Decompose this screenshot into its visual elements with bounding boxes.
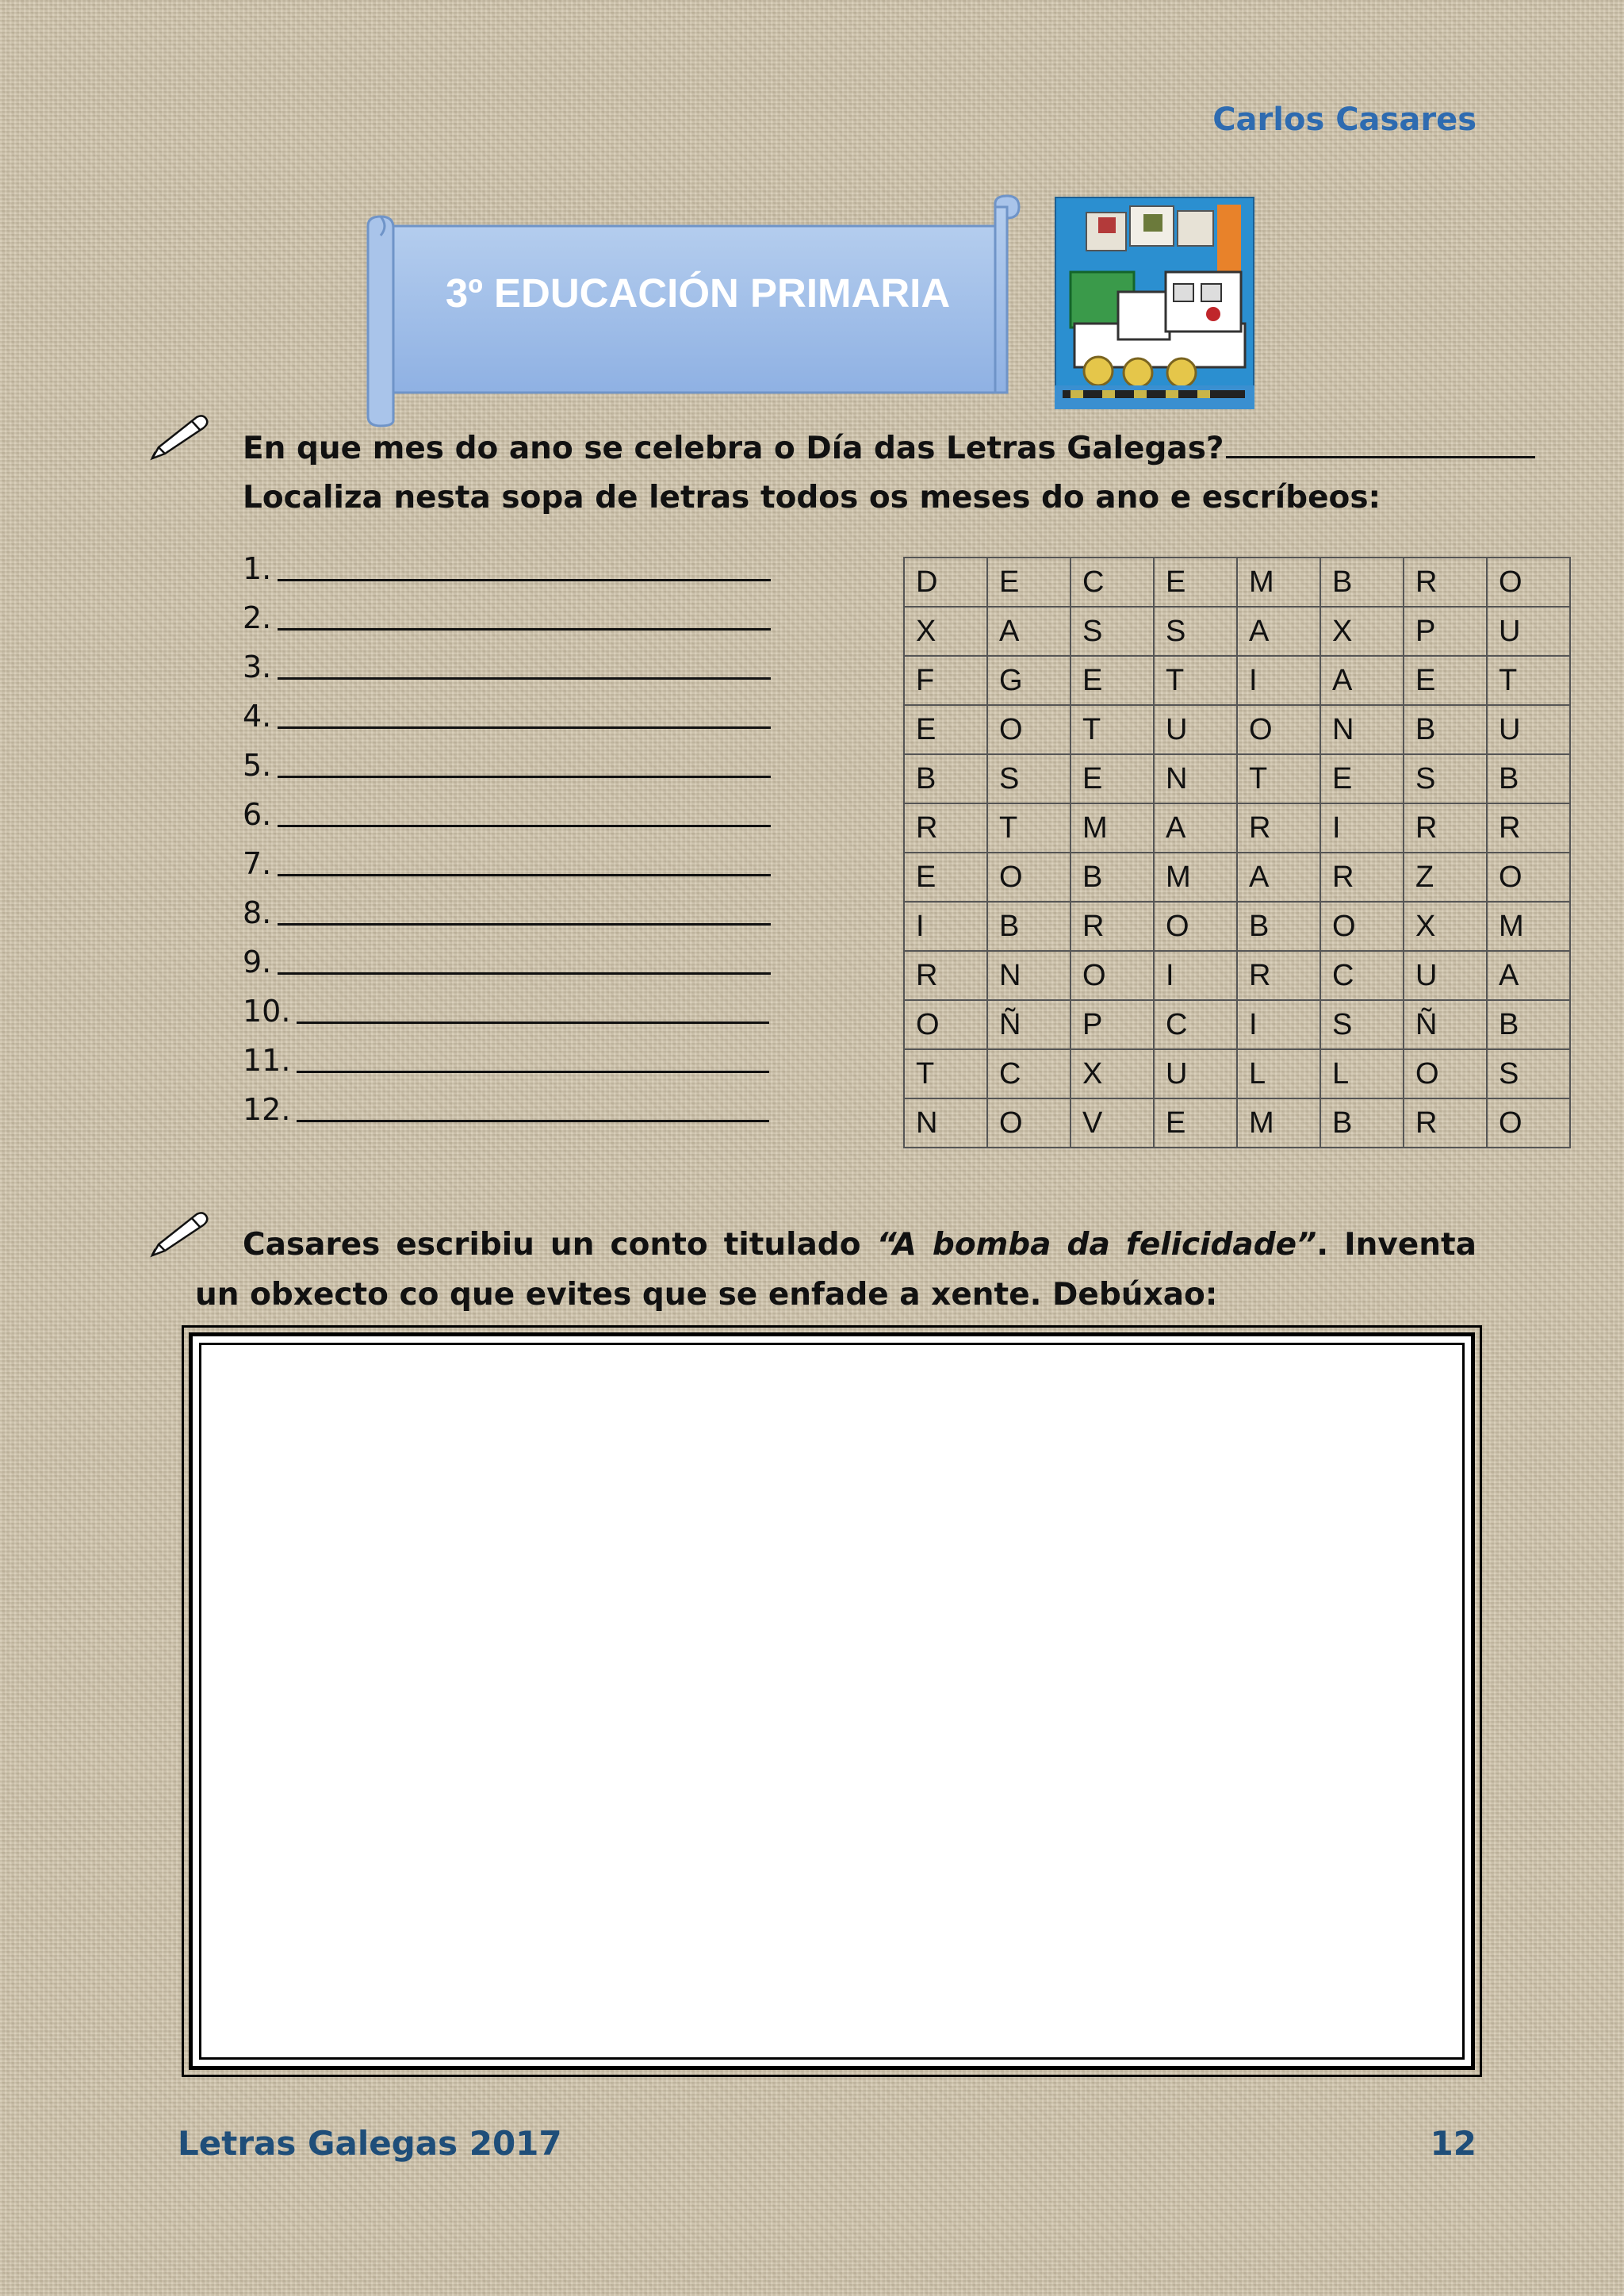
grid-cell[interactable]: B: [1237, 902, 1320, 951]
list-item: [243, 544, 771, 593]
grid-cell[interactable]: M: [1154, 853, 1237, 902]
grid-cell[interactable]: M: [1487, 902, 1570, 951]
grid-cell[interactable]: X: [1404, 902, 1487, 951]
grid-cell[interactable]: L: [1320, 1049, 1404, 1098]
grid-cell[interactable]: M: [1071, 803, 1154, 853]
grid-cell[interactable]: T: [1487, 656, 1570, 705]
grid-cell[interactable]: O: [1071, 951, 1154, 1000]
grid-cell[interactable]: S: [1154, 607, 1237, 656]
list-item: [243, 741, 771, 790]
grid-cell[interactable]: R: [1071, 902, 1154, 951]
list-number: 8.: [243, 895, 272, 930]
grid-cell[interactable]: X: [904, 607, 987, 656]
grid-row: [904, 656, 1570, 705]
list-number: 11.: [243, 1043, 291, 1078]
grid-cell[interactable]: E: [1320, 754, 1404, 803]
list-number: 12.: [243, 1092, 291, 1127]
grid-cell[interactable]: U: [1154, 1049, 1237, 1098]
grid-row: [904, 1000, 1570, 1049]
grid-cell[interactable]: P: [1404, 607, 1487, 656]
grid-cell[interactable]: D: [904, 558, 987, 607]
drawing-area[interactable]: [189, 1332, 1475, 2070]
task-text-part1: Casares escribiu un conto titulado: [243, 1227, 877, 1263]
grid-cell[interactable]: A: [987, 607, 1071, 656]
grid-row: [904, 951, 1570, 1000]
grid-cell[interactable]: P: [1071, 1000, 1154, 1049]
question-1: [243, 424, 1535, 473]
grid-cell[interactable]: T: [904, 1049, 987, 1098]
drawing-area-inner-border: [199, 1343, 1465, 2060]
grid-cell[interactable]: S: [1487, 1049, 1570, 1098]
list-number: 6.: [243, 797, 272, 832]
grid-cell[interactable]: C: [1154, 1000, 1237, 1049]
grid-cell[interactable]: N: [987, 951, 1071, 1000]
grid-cell[interactable]: A: [1320, 656, 1404, 705]
grid-cell[interactable]: G: [987, 656, 1071, 705]
grid-cell[interactable]: N: [904, 1098, 987, 1148]
grid-cell[interactable]: A: [1237, 853, 1320, 902]
list-number: 2.: [243, 600, 272, 635]
grid-cell[interactable]: C: [987, 1049, 1071, 1098]
train-collage: [1055, 197, 1254, 409]
grid-cell[interactable]: S: [1071, 607, 1154, 656]
grid-cell[interactable]: I: [1154, 951, 1237, 1000]
list-number: 4.: [243, 699, 272, 734]
answer-line[interactable]: [278, 544, 771, 581]
grid-cell[interactable]: B: [904, 754, 987, 803]
grid-cell[interactable]: I: [1320, 803, 1404, 853]
grid-cell[interactable]: M: [1237, 1098, 1320, 1148]
grid-cell[interactable]: E: [904, 853, 987, 902]
grid-cell[interactable]: A: [1237, 607, 1320, 656]
grid-cell[interactable]: X: [1320, 607, 1404, 656]
grid-cell[interactable]: O: [1154, 902, 1237, 951]
grid-cell[interactable]: O: [987, 705, 1071, 754]
story-title: “A bomba da felicidade”: [876, 1227, 1317, 1263]
answer-list: [243, 544, 771, 1134]
answer-line[interactable]: [278, 839, 771, 876]
grid-cell[interactable]: Z: [1404, 853, 1487, 902]
grid-cell[interactable]: R: [1404, 1098, 1487, 1148]
answer-line[interactable]: [297, 987, 769, 1024]
grid-cell[interactable]: T: [1071, 705, 1154, 754]
drawing-task-instructions: [195, 1220, 1477, 1320]
list-item: [243, 692, 771, 741]
grid-cell[interactable]: R: [904, 951, 987, 1000]
grid-cell[interactable]: F: [904, 656, 987, 705]
grid-cell[interactable]: R: [904, 803, 987, 853]
grid-cell[interactable]: O: [1487, 853, 1570, 902]
grid-cell[interactable]: E: [1071, 656, 1154, 705]
grid-row: [904, 1049, 1570, 1098]
grid-cell[interactable]: C: [1071, 558, 1154, 607]
grid-cell[interactable]: R: [1404, 803, 1487, 853]
grid-cell[interactable]: B: [1320, 558, 1404, 607]
footer-title: Letras Galegas 2017: [178, 2124, 562, 2163]
grid-cell[interactable]: E: [1404, 656, 1487, 705]
grid-cell[interactable]: O: [1404, 1049, 1487, 1098]
grid-cell[interactable]: C: [1320, 951, 1404, 1000]
grid-cell[interactable]: I: [1237, 656, 1320, 705]
list-item: [243, 839, 771, 888]
grid-cell[interactable]: O: [1487, 1098, 1570, 1148]
question-2-text: Localiza nesta sopa de letras todos os meses do ano e escríbeos:: [243, 480, 1381, 516]
grid-cell[interactable]: I: [1237, 1000, 1320, 1049]
answer-line[interactable]: [278, 692, 771, 729]
grid-cell[interactable]: N: [1320, 705, 1404, 754]
grid-cell[interactable]: U: [1487, 607, 1570, 656]
list-item: [243, 937, 771, 987]
grid-cell[interactable]: U: [1154, 705, 1237, 754]
answer-line[interactable]: [278, 741, 771, 778]
answer-line[interactable]: [278, 593, 771, 631]
grid-cell[interactable]: R: [1237, 803, 1320, 853]
grid-cell[interactable]: A: [1487, 951, 1570, 1000]
list-number: 7.: [243, 846, 272, 881]
grid-cell[interactable]: R: [1237, 951, 1320, 1000]
question-1-text: En que mes do ano se celebra o Día das Letras Galegas?: [243, 431, 1224, 466]
grid-cell[interactable]: Ñ: [987, 1000, 1071, 1049]
answer-line[interactable]: [278, 642, 771, 680]
list-item: [243, 1036, 771, 1085]
grid-cell[interactable]: O: [1487, 558, 1570, 607]
list-item: [243, 1085, 771, 1134]
grid-row: [904, 558, 1570, 607]
list-item: [243, 790, 771, 839]
list-number: 5.: [243, 748, 272, 783]
grid-cell[interactable]: T: [1237, 754, 1320, 803]
grid-cell[interactable]: E: [1071, 754, 1154, 803]
grid-cell[interactable]: R: [1404, 558, 1487, 607]
grid-cell[interactable]: S: [1320, 1000, 1404, 1049]
grid-row: [904, 607, 1570, 656]
grid-cell[interactable]: O: [1237, 705, 1320, 754]
grid-row: [904, 754, 1570, 803]
grid-row: [904, 853, 1570, 902]
header-author: Carlos Casares: [1212, 102, 1477, 138]
grid-cell[interactable]: E: [1154, 1098, 1237, 1148]
pencil-icon: [147, 412, 211, 463]
question-1-answer-line[interactable]: [1226, 424, 1535, 458]
grid-cell[interactable]: U: [1487, 705, 1570, 754]
grid-cell[interactable]: R: [1320, 853, 1404, 902]
page-number: 12: [1430, 2124, 1477, 2163]
answer-line[interactable]: [297, 1085, 769, 1122]
grid-cell[interactable]: U: [1404, 951, 1487, 1000]
grid-cell[interactable]: N: [1154, 754, 1237, 803]
list-number: 9.: [243, 945, 272, 979]
grid-cell[interactable]: O: [1320, 902, 1404, 951]
grid-cell[interactable]: Ñ: [1404, 1000, 1487, 1049]
grid-cell[interactable]: V: [1071, 1098, 1154, 1148]
grid-cell[interactable]: O: [987, 1098, 1071, 1148]
grid-row: [904, 705, 1570, 754]
grid-cell[interactable]: L: [1237, 1049, 1320, 1098]
banner-title: 3º EDUCACIÓN PRIMARIA: [445, 270, 951, 316]
grid-cell[interactable]: I: [904, 902, 987, 951]
list-item: [243, 593, 771, 642]
grid-row: [904, 803, 1570, 853]
grid-cell[interactable]: B: [1487, 754, 1570, 803]
grid-cell[interactable]: E: [904, 705, 987, 754]
grid-cell[interactable]: E: [987, 558, 1071, 607]
answer-line[interactable]: [278, 937, 771, 975]
grid-cell[interactable]: O: [987, 853, 1071, 902]
grid-cell[interactable]: S: [987, 754, 1071, 803]
answer-line[interactable]: [278, 888, 771, 926]
list-item: [243, 642, 771, 692]
grid-row: [904, 1098, 1570, 1148]
grid-cell[interactable]: B: [1404, 705, 1487, 754]
task-text-part2: . Inventa un obxecto co que evites que se enfade a xente. Debúxao:: [195, 1227, 1477, 1313]
grid-cell[interactable]: B: [1071, 853, 1154, 902]
grid-row: [904, 902, 1570, 951]
grid-cell[interactable]: R: [1487, 803, 1570, 853]
grid-cell[interactable]: X: [1071, 1049, 1154, 1098]
grid-cell[interactable]: T: [1154, 656, 1237, 705]
grid-cell[interactable]: B: [1320, 1098, 1404, 1148]
grid-cell[interactable]: E: [1154, 558, 1237, 607]
grid-cell[interactable]: T: [987, 803, 1071, 853]
list-number: 3.: [243, 650, 272, 684]
grid-cell[interactable]: A: [1154, 803, 1237, 853]
grid-cell[interactable]: S: [1404, 754, 1487, 803]
word-search-grid: [903, 557, 1571, 1148]
grid-cell[interactable]: B: [1487, 1000, 1570, 1049]
list-number: 1.: [243, 551, 272, 586]
list-number: 10.: [243, 994, 291, 1029]
list-item: [243, 888, 771, 937]
grid-cell[interactable]: B: [987, 902, 1071, 951]
answer-line[interactable]: [278, 790, 771, 827]
grid-cell[interactable]: O: [904, 1000, 987, 1049]
list-item: [243, 987, 771, 1036]
answer-line[interactable]: [297, 1036, 769, 1073]
grade-banner: [365, 194, 1031, 428]
grid-cell[interactable]: M: [1237, 558, 1320, 607]
